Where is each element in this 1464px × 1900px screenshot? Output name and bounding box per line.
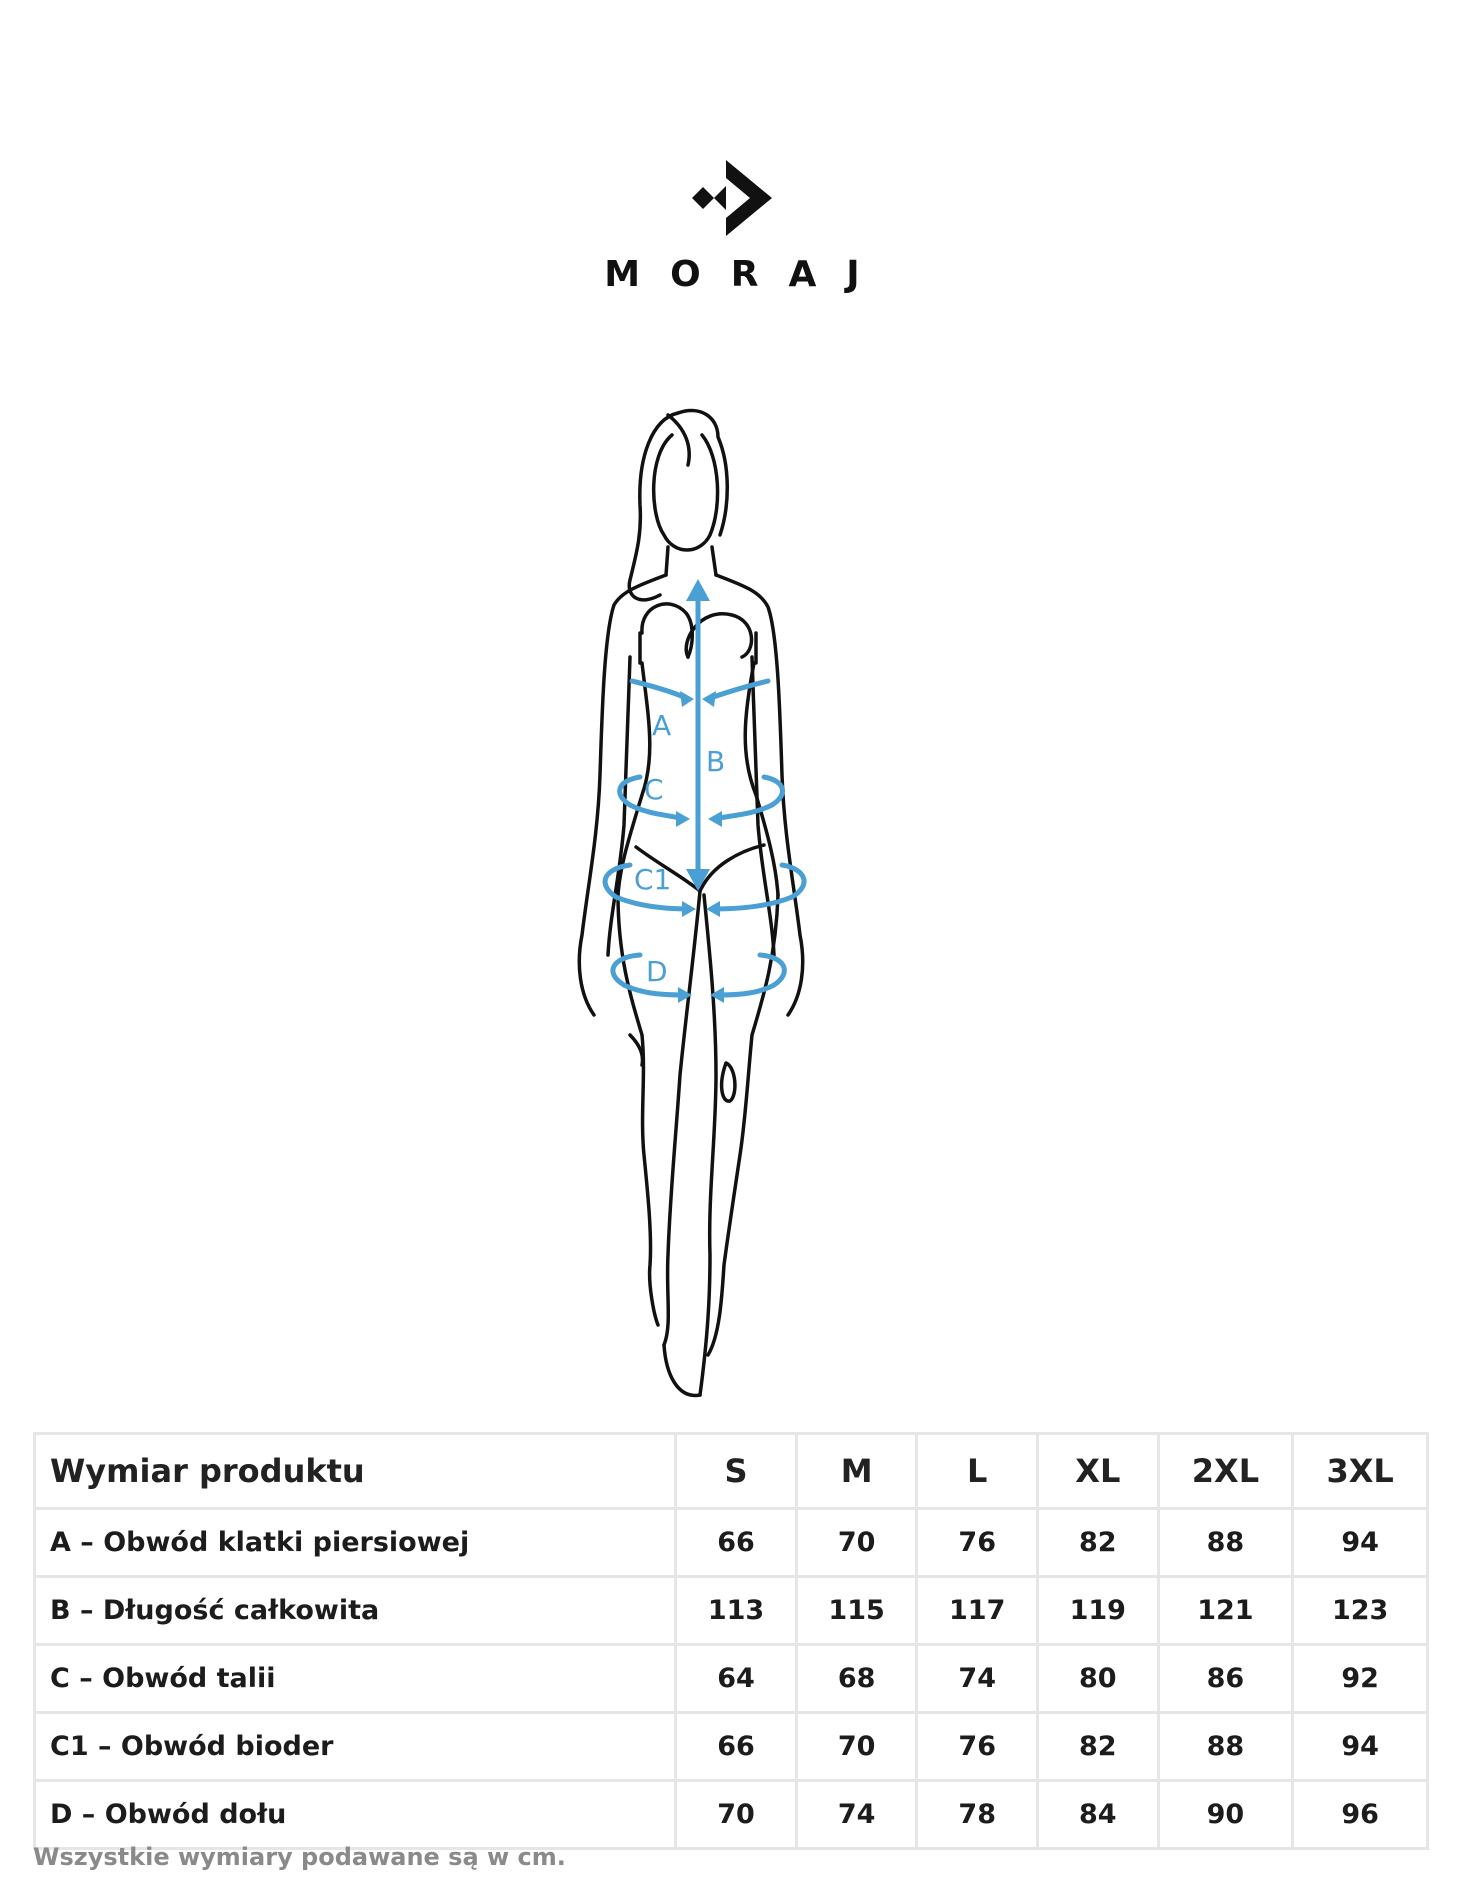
table-cell: 115 [796,1577,917,1645]
body-measurement-illustration [560,395,900,1405]
label-c: C [644,773,664,806]
table-cell: 86 [1158,1645,1293,1713]
table-cell: 121 [1158,1577,1293,1645]
label-b: B [706,745,726,778]
table-row [35,1645,1428,1713]
row-label: C – Obwód talii [35,1645,676,1713]
table-cell: 76 [917,1713,1038,1781]
row-label: B – Długość całkowita [35,1577,676,1645]
table-cell: 82 [1038,1509,1159,1577]
header-label: Wymiar produktu [35,1434,676,1509]
label-c1: C1 [634,863,672,896]
table-cell: 88 [1158,1713,1293,1781]
table-cell: 92 [1293,1645,1428,1713]
table-cell: 90 [1158,1781,1293,1849]
table-cell: 70 [676,1781,797,1849]
table-cell: 80 [1038,1645,1159,1713]
header-size: L [917,1434,1038,1509]
table-cell: 82 [1038,1713,1159,1781]
size-table [33,1432,1429,1850]
table-cell: 113 [676,1577,797,1645]
table-cell: 84 [1038,1781,1159,1849]
table-cell: 70 [796,1713,917,1781]
table-row [35,1713,1428,1781]
table-cell: 74 [796,1781,917,1849]
table-cell: 123 [1293,1577,1428,1645]
footnote: Wszystkie wymiary podawane są w cm. [33,1843,566,1871]
header-size: 2XL [1158,1434,1293,1509]
label-a: A [652,709,672,742]
header-size: XL [1038,1434,1159,1509]
label-d: D [646,955,668,988]
table-cell: 70 [796,1509,917,1577]
table-cell: 66 [676,1713,797,1781]
table-cell: 94 [1293,1713,1428,1781]
table-cell: 76 [917,1509,1038,1577]
table-cell: 74 [917,1645,1038,1713]
header-size: 3XL [1293,1434,1428,1509]
table-cell: 119 [1038,1577,1159,1645]
table-cell: 64 [676,1645,797,1713]
table-cell: 117 [917,1577,1038,1645]
table-cell: 68 [796,1645,917,1713]
row-label: A – Obwód klatki piersiowej [35,1509,676,1577]
table-header-row [35,1434,1428,1509]
moraj-logo-icon [692,160,772,236]
table-row [35,1781,1428,1849]
table-cell: 94 [1293,1509,1428,1577]
table-cell: 78 [917,1781,1038,1849]
table-cell: 96 [1293,1781,1428,1849]
row-label: C1 – Obwód bioder [35,1713,676,1781]
table-cell: 66 [676,1509,797,1577]
header-size: M [796,1434,917,1509]
body-figure [560,395,900,1409]
table-row [35,1509,1428,1577]
header-size: S [676,1434,797,1509]
brand-logo [0,160,1464,295]
table-row [35,1577,1428,1645]
row-label: D – Obwód dołu [35,1781,676,1849]
brand-name: MORAJ [604,254,890,295]
table-cell: 88 [1158,1509,1293,1577]
